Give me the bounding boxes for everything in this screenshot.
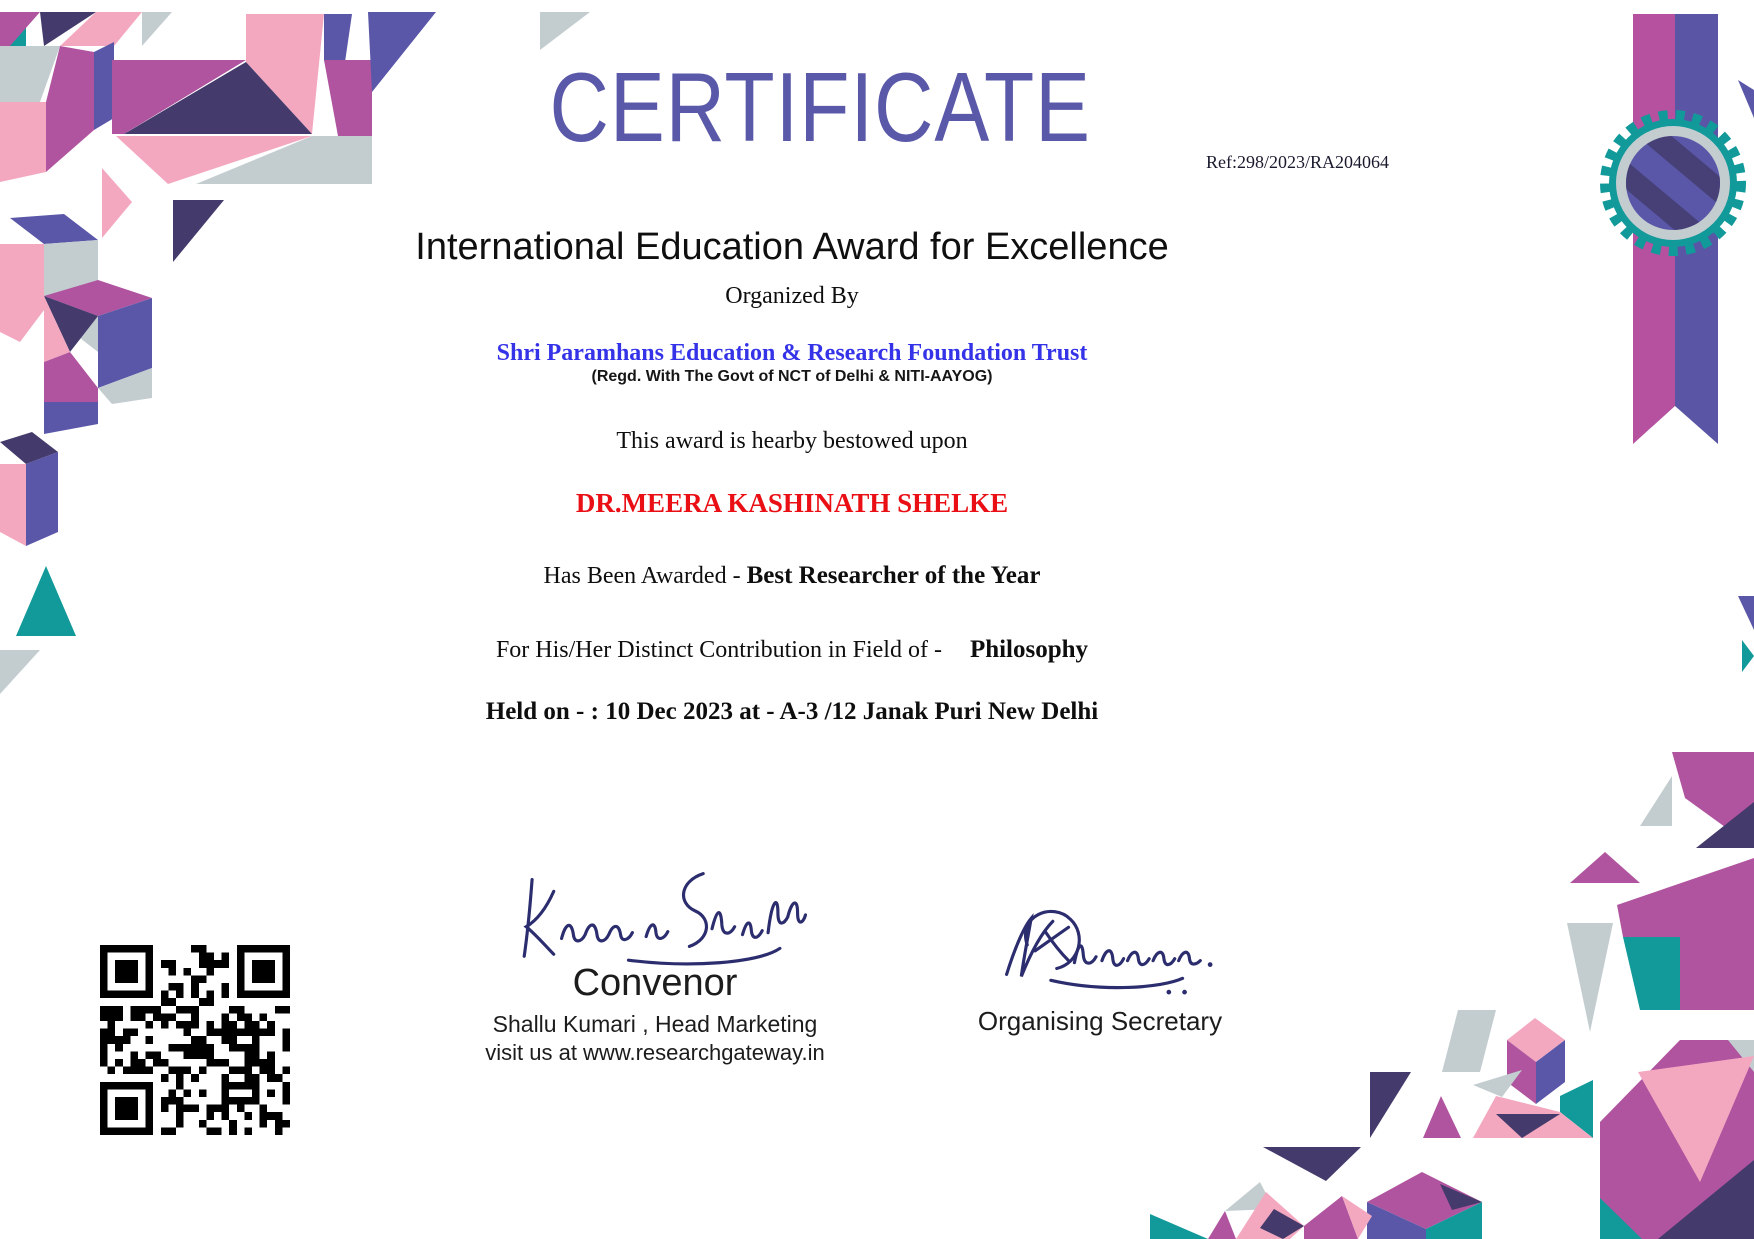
- field-prefix: For His/Her Distinct Contribution in Field of -: [495, 637, 942, 663]
- recipient-name: DR.MEERA KASHINATH SHELKE: [575, 488, 1009, 518]
- organising-secretary-signature-icon: [960, 882, 1240, 1000]
- reference-number: Ref:298/2023/RA204064: [1206, 152, 1389, 172]
- organising-secretary-role-label: Organising Secretary: [977, 1006, 1223, 1036]
- award-ribbon-rosette-icon: [1580, 0, 1754, 470]
- signature-block-organising-secretary: [890, 882, 1310, 1037]
- awarded-line: [92, 562, 1492, 590]
- field-line: [92, 636, 1492, 664]
- awarded-name: Best Researcher of the Year: [746, 562, 1041, 589]
- right-edge-triangle-decoration: [1736, 80, 1754, 124]
- ribbon-left-stripe: [1633, 14, 1675, 444]
- convenor-role-label: Convenor: [572, 962, 738, 1004]
- organized-by-label: Organized By: [725, 283, 859, 309]
- certificate-title-text: CERTIFICATE: [549, 52, 1091, 162]
- convenor-person-line: Shallu Kumari , Head Marketing: [492, 1011, 818, 1037]
- award-title: International Education Award for Excellence: [415, 226, 1169, 268]
- awarded-prefix: Has Been Awarded -: [543, 563, 741, 589]
- signature-block-convenor: [420, 852, 890, 1066]
- website-line: visit us at www.researchgateway.in: [485, 1040, 825, 1065]
- bestowed-line: This award is hearby bestowed upon: [616, 428, 968, 454]
- field-value: Philosophy: [969, 636, 1089, 663]
- event-line: Held on - : 10 Dec 2023 at - A-3 /12 Janak Puri New Delhi: [485, 698, 1099, 725]
- ribbon-right-stripe: [1675, 14, 1718, 444]
- convenor-signature-icon: [500, 852, 810, 970]
- qr-code-icon: [100, 945, 290, 1135]
- right-edge-triangles-decoration: [1714, 596, 1754, 686]
- organization-name: Shri Paramhans Education & Research Foundation Trust: [496, 340, 1088, 366]
- organization-registration: (Regd. With The Govt of NCT of Delhi & NITI-AAYOG): [591, 368, 993, 385]
